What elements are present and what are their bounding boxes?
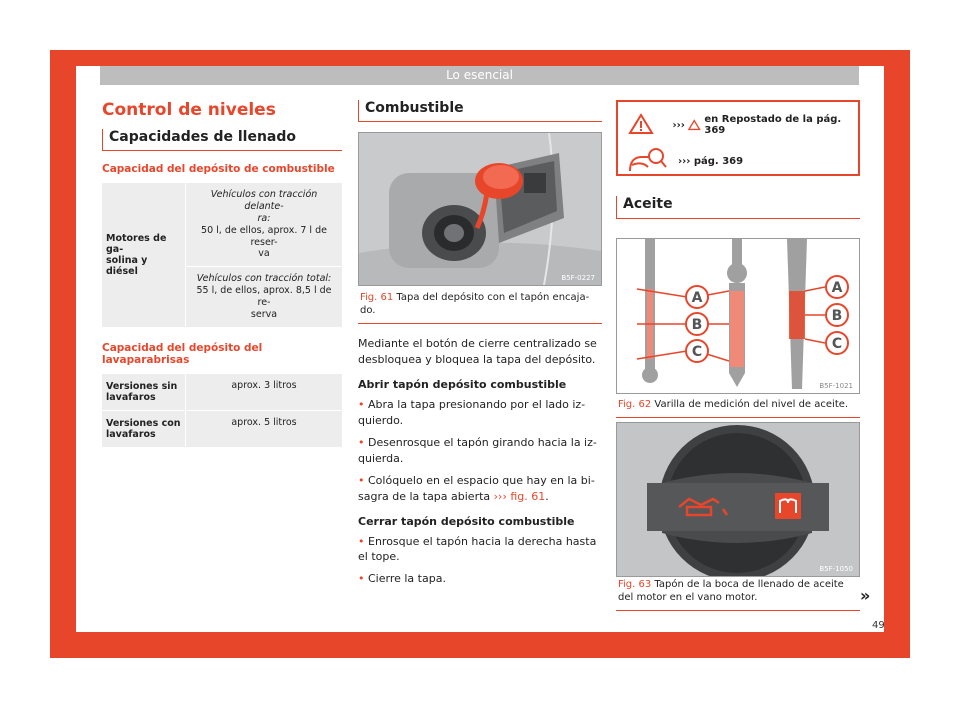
dipstick-mark-a2: A [831, 280, 843, 296]
fig61-link[interactable]: ››› fig. 61 [493, 489, 546, 503]
figure-code: B5F-1021 [819, 382, 853, 390]
fuel-capacity-heading: Capacidad del depósito de combustible [102, 163, 335, 175]
refuel-link[interactable]: en Repostado de la pág. 369 [704, 114, 842, 136]
fig62-caption [616, 394, 860, 418]
figure-code: B5F-0227 [561, 274, 595, 282]
figure-code: B5F-1050 [819, 565, 853, 573]
fuel-row-label: Motores de ga- solina y diésel [102, 183, 186, 327]
reference-box [616, 100, 860, 176]
fig63-caption-text: Tapón de la boca de llenado de aceite del motor en el vano motor. [618, 579, 844, 603]
continue-mark: » [860, 586, 871, 605]
close-cap-heading: Cerrar tapón depósito combustible [358, 514, 575, 528]
table-row [102, 183, 342, 328]
fig63-label: Fig. 63 [618, 579, 652, 590]
front-drive-value: 50 l, de ellos, aprox. 7 l de reser- va [201, 224, 327, 260]
list-item: • Cierre la tapa. [358, 572, 446, 586]
list-item: • Abra la tapa presionando por el lado iz- quierdo. [358, 397, 586, 427]
dipstick-mark-b: B [691, 317, 703, 333]
fuel-intro: Mediante el botón de cierre centralizado se desbloquea y bloquea la tapa del depósito. [358, 337, 597, 366]
fuel-section-title: Combustible [358, 100, 602, 122]
fuel-cap-illustration [359, 133, 601, 285]
section-subtitle: Capacidades de llenado [102, 129, 342, 151]
dipstick-figure [616, 238, 860, 394]
warning-reference: ››› en Repostado de la pág. 369 [628, 110, 848, 140]
dipstick-illustration [617, 239, 859, 393]
list-item: • Colóquelo en el espacio que hay en la bi- sagra de la tapa abierta ››› fig. 61. [358, 473, 595, 503]
table-row [102, 374, 342, 411]
section-header-bar: Lo esencial [100, 66, 859, 85]
fig62-label: Fig. 62 [618, 399, 652, 410]
list-item: • Enrosque el tapón hacia la derecha hasta el tope. [358, 534, 597, 564]
fig61-caption [358, 286, 602, 324]
awd-label: Vehículos con tracción total: [196, 273, 332, 285]
washer-row-value: aprox. 3 litros [231, 379, 297, 391]
warning-triangle-icon [628, 113, 673, 138]
table-row [102, 411, 342, 447]
awd-value: 55 l, de ellos, aprox. 8,5 l de re- serva [196, 285, 332, 320]
dipstick-mark-c2: C [831, 336, 843, 352]
oil-section-title: Aceite [616, 196, 860, 219]
section-title: Control de niveles [102, 100, 276, 120]
washer-row-value: aprox. 5 litros [231, 416, 297, 428]
oil-cap-illustration [617, 423, 859, 576]
fuel-capacity-table [102, 183, 342, 328]
open-cap-heading: Abrir tapón depósito combustible [358, 377, 567, 391]
washer-row-label: Versiones con lavafaros [102, 411, 186, 447]
page-369-link[interactable]: ››› pág. 369 [678, 155, 744, 167]
fig63-caption [616, 578, 860, 611]
warning-small-icon [688, 119, 700, 131]
page-number: 49 [872, 620, 885, 631]
washer-capacity-table [102, 374, 342, 447]
front-drive-label: Vehículos con tracción delante- ra: [210, 189, 318, 224]
fig61-caption-text: Tapa del depósito con el tapón encaja- do. [360, 292, 590, 316]
dipstick-mark-a: A [691, 290, 703, 306]
list-item: • Desenrosque el tapón girando hacia la iz- quierda. [358, 435, 597, 465]
oil-cap-figure [616, 422, 860, 577]
washer-capacity-heading: Capacidad del depósito del lavaparabrisas [102, 341, 263, 366]
environment-note-icon [628, 147, 678, 176]
washer-row-label: Versiones sin lavafaros [102, 374, 186, 410]
fuel-values-cell [186, 183, 342, 327]
dipstick-mark-b2: B [831, 308, 843, 324]
fig62-caption-text: Varilla de medición del nivel de aceite. [654, 399, 849, 410]
right-column [616, 100, 860, 231]
middle-column [358, 100, 602, 593]
dipstick-mark-c: C [691, 344, 703, 360]
environment-reference [628, 146, 848, 176]
fuel-cap-figure [358, 132, 602, 286]
left-column [102, 100, 342, 447]
fig61-label: Fig. 61 [360, 292, 394, 303]
